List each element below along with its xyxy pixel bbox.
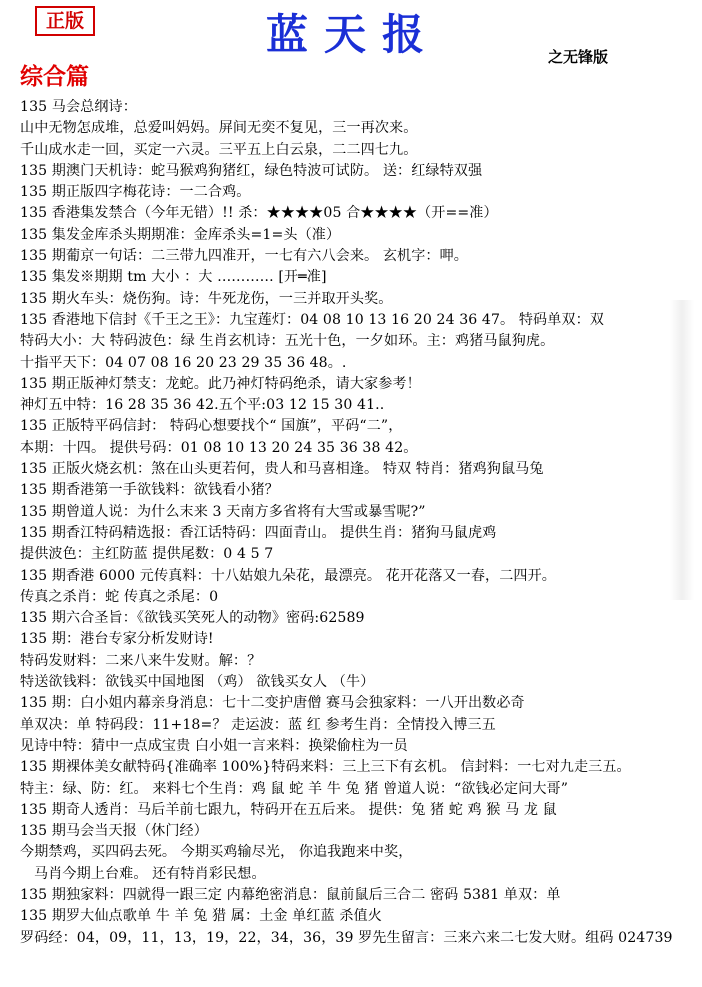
text-line: 提供波色：主红防蓝 提供尾数：0 4 5 7 [20, 546, 274, 563]
text-line: 本期：十四。 提供号码：01 08 10 13 20 24 35 36 38 42。 [20, 439, 418, 456]
text-line: 135 期马会当天报（休门经） [20, 823, 208, 840]
text-line: 135 期正版四字梅花诗：一二合鸡。 [20, 184, 251, 201]
text-line: 135 期独家料：四就得一跟三定 内幕绝密消息：鼠前鼠后三合二 密码 5381 单双：单 [20, 886, 561, 903]
text-line: 135 期：白小姐内幕亲身消息：七十二变护唐僧 赛马会独家料：一八开出数必奇 [20, 695, 525, 712]
text-line: 135 马会总纲诗： [20, 99, 137, 115]
text-line: 特码发财料：二来八来牛发财。解：？ [20, 652, 262, 669]
text-line: 罗码经：04，09，11，13，19，22，34，36，39 罗先生留言：三来六来二七发大财。组码 024739 [20, 929, 673, 946]
article-body [20, 97, 696, 949]
text-line: 神灯五中特：16 28 35 36 42.五个平:03 12 15 30 41.. [20, 397, 385, 414]
text-line: 135 香港地下信封《千王之王》：九宝莲灯：04 08 10 13 16 20 24 36 47。 特码单双：双 [20, 311, 604, 328]
text-line: 135 期香港 6000 元传真料：十八姑娘九朵花，最漂亮。 花开花落又一春，二四开。 [20, 567, 556, 584]
text-line: 今期禁鸡，买四码去死。 今期买鸡输尽光， 你追我跑来中奖， [20, 844, 413, 861]
text-line: 135 期曾道人说：为什么末来 3 天南方多省将有大雪或暴雪呢?” [20, 503, 426, 520]
text-line: 传真之杀肖：蛇 传真之杀尾：0 [20, 588, 219, 605]
newspaper-title: 蓝天报 [265, 10, 440, 59]
text-line: 135 期葡京一句话：二三带九四准开，一七有六八会来。 玄机字：呷。 [20, 248, 468, 265]
text-line: 单双决：单 特码段：11+18=？ 走运波：蓝 红 参考生肖：全情投入博三五 [20, 716, 496, 733]
text-line: 特码大小：大 特码波色：绿 生肖玄机诗：五光十色，一夕如环。主：鸡猪马鼠狗虎。 [20, 333, 555, 350]
edition-label: 之无锋版 [548, 48, 609, 66]
text-line: 135 集发金库杀头期期准：金库杀头=1=头（准） [20, 226, 341, 243]
text-line: 特送欲钱料：欲钱买中国地图 （鸡） 欲钱买女人 （牛） [20, 674, 375, 691]
text-line: 马肖今期上台难。 还有特肖彩民想。 [34, 865, 266, 882]
text-line: 135 期香江特码精选报：香江话特码：四面青山。 提供生肖：猪狗马鼠虎鸡 [20, 524, 497, 541]
text-line: 135 期：港台专家分析发财诗! [20, 631, 214, 648]
text-line: 135 期澳门天机诗：蛇马猴鸡狗猪红，绿色特波可试防。 送：红绿特双强 [20, 162, 483, 179]
text-line: 135 期正版神灯禁支：龙蛇。此乃神灯特码绝杀，请大家参考！ [20, 375, 421, 392]
text-line: 135 期火车头：烧伤狗。诗：牛死龙伤，一三并取开头奖。 [20, 290, 393, 307]
text-line: 见诗中特：猜中一点成宝贵 白小姐一言来料：换梁偷柱为一员 [20, 737, 408, 754]
text-line: 十指平天下：04 07 08 16 20 23 29 35 36 48。. [20, 354, 347, 371]
text-line: 135 期奇人透肖：马后羊前七跟九，特码开在五后来。 提供：兔 猪 蛇 鸡 猴 马 龙 鼠 [20, 801, 557, 818]
text-line: 135 期六合圣旨：《欲钱买笑死人的动物》密码:62589 [20, 610, 365, 627]
text-line: 135 集发※期期 tm 大小 ：大 ………… [开═准] [20, 269, 327, 286]
text-line: 135 正版特平码信封： 特码心想要找个“ 国旗”，平码“二”， [20, 418, 403, 435]
text-line: 135 香港集发禁合（今年无错）!! 杀：★★★★05 合★★★★（开==准） [20, 205, 498, 222]
text-line: 千山成水走一回，买定一六灵。三平五上白云泉，二二四七九。 [20, 141, 418, 158]
text-line: 135 正版火烧玄机：煞在山头更若何，贵人和马喜相逢。 特双 特肖：猪鸡狗鼠马兔 [20, 461, 544, 478]
text-line: 特主：绿、防：红。 来料七个生肖：鸡 鼠 蛇 羊 牛 兔 猪 曾道人说：“欲钱必定问大哥” [20, 780, 569, 797]
text-line: 山中无物怎成堆，总爱叫妈妈。屏间无奕不复见，三一再次来。 [20, 120, 418, 137]
text-line: 135 期香港第一手欲钱料：欲钱看小猪？ [20, 482, 279, 499]
text-line: 135 期裸体美女献特码{准确率 100%}特码来料：三上三下有玄机。 信封料：一七对九走三五。 [20, 759, 631, 776]
genuine-edition-badge: 正版 [35, 6, 95, 36]
section-heading: 综合篇 [20, 63, 89, 90]
text-line: 135 期罗大仙点歌单 牛 羊 兔 猎 属：土金 单红蓝 杀值火 [20, 908, 382, 925]
